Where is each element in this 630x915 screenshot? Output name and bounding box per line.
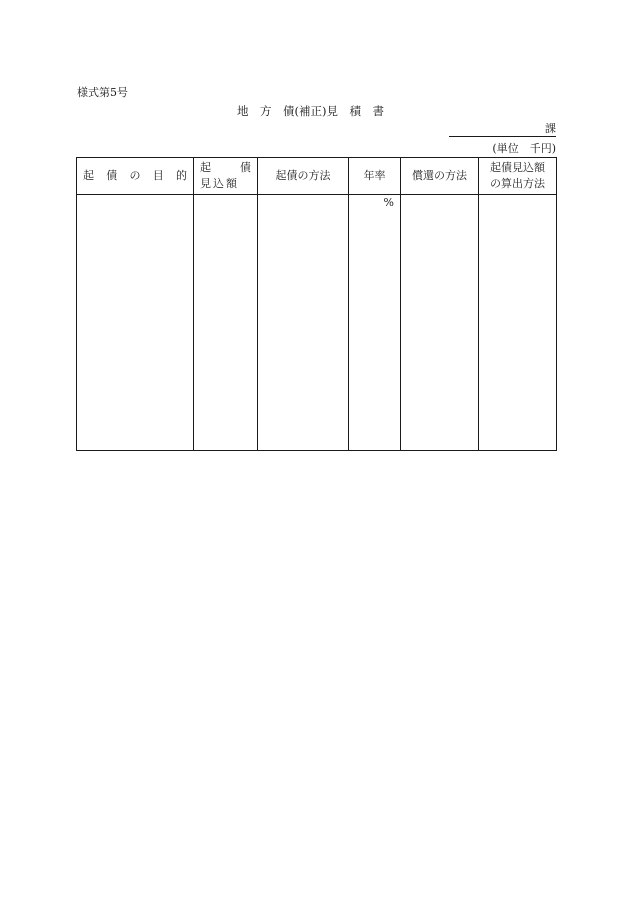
header-expected-amount [194,158,258,195]
cell-expected-amount[interactable] [194,195,258,451]
cell-annual-rate[interactable] [349,195,401,451]
header-purpose-char: の [129,169,141,182]
header-expected-line2: 見込額 [200,177,239,190]
header-calculation-line2: の算出方法 [490,177,545,190]
header-purpose [77,158,194,195]
header-purpose-char: 的 [176,169,187,182]
body-row [77,195,557,451]
header-annual-rate: 年率 [349,158,401,195]
header-method: 起債の方法 [258,158,349,195]
document-title: 地 方 債(補正)見 積 書 [237,104,384,118]
header-purpose-char: 債 [106,169,118,182]
cell-repayment[interactable] [401,195,479,451]
estimate-table [76,157,557,451]
cell-purpose[interactable] [77,195,194,451]
header-purpose-char: 起 [83,169,94,182]
cell-calculation[interactable] [479,195,557,451]
header-calculation-line1: 起債見込額 [490,161,545,174]
form-number: 様式第5号 [77,86,128,99]
percent-unit: % [383,196,394,209]
unit-note: (単位 千円) [492,142,556,155]
cell-method[interactable] [258,195,349,451]
header-purpose-char: 目 [152,169,164,182]
department-label: 課 [545,122,556,135]
department-line [449,122,556,137]
header-calculation [479,158,557,195]
header-row [77,158,557,195]
header-expected-char: 起 [200,161,211,174]
header-repayment: 償還の方法 [401,158,479,195]
header-expected-char: 債 [240,161,251,174]
